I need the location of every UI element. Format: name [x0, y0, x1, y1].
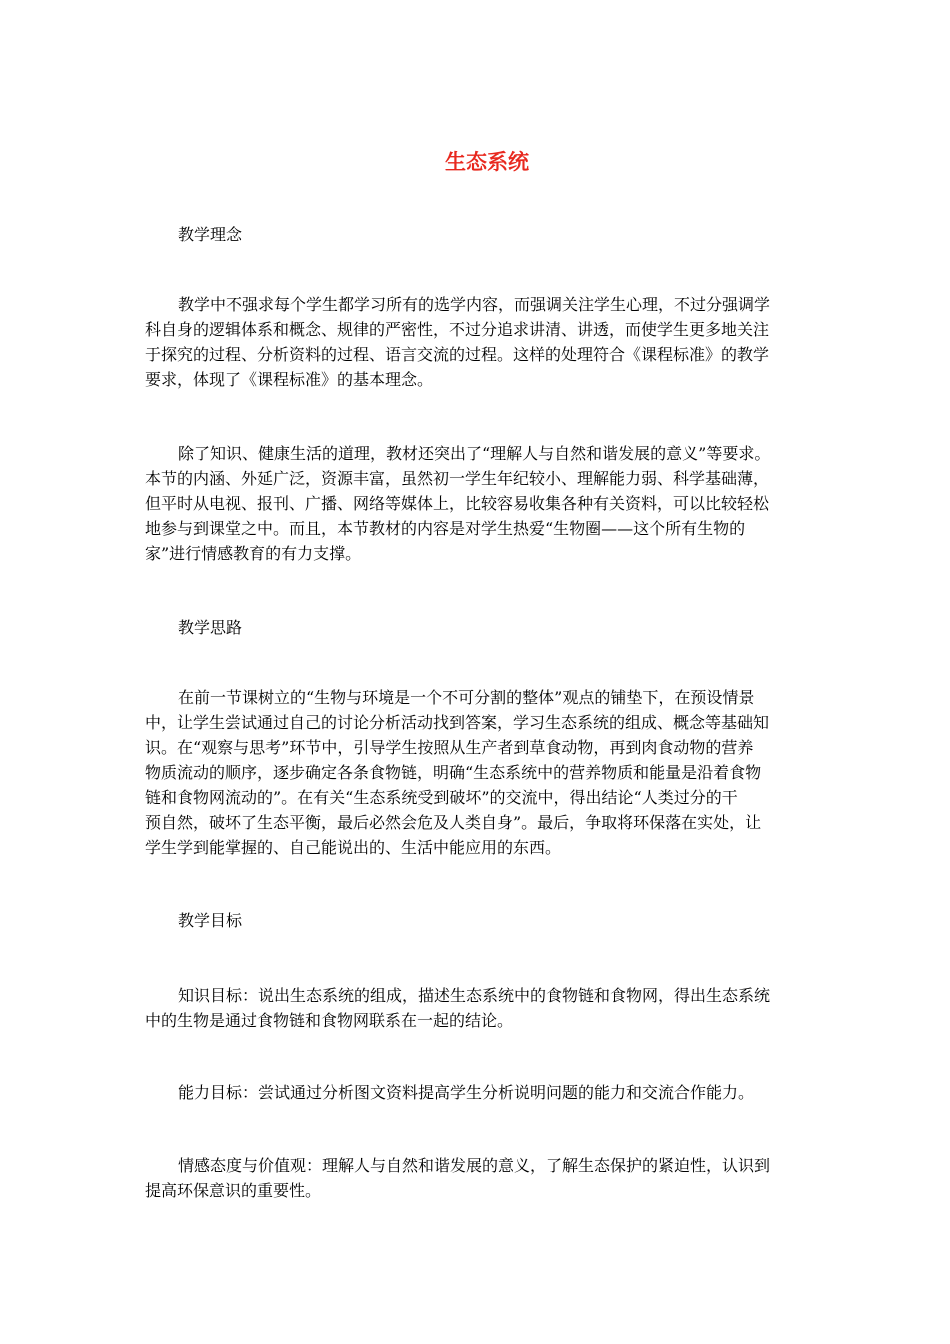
paragraph-line: 提高环保意识的重要性。: [145, 1181, 322, 1200]
section-heading-teaching-objectives: 教学目标: [178, 911, 243, 930]
paragraph-line: 预自然，破坏了生态平衡，最后必然会危及人类自身”。最后，争取将环保落在实处，让: [145, 813, 762, 832]
section-heading-teaching-philosophy: 教学理念: [178, 225, 243, 244]
paragraph-approach-1: [145, 685, 810, 860]
paragraph-line: 情感态度与价值观：理解人与自然和谐发展的意义，了解生态保护的紧迫性，认识到: [178, 1156, 771, 1175]
paragraph-line: 链和食物网流动的”。在有关“生态系统受到破坏”的交流中，得出结论“人类过分的干: [145, 788, 738, 807]
paragraph-line: 识。在“观察与思考”环节中，引导学生按照从生产者到草食动物，再到肉食动物的营养: [145, 738, 754, 757]
paragraph-line: 但平时从电视、报刊、广播、网络等媒体上，比较容易收集各种有关资料，可以比较轻松: [145, 494, 770, 513]
paragraph-philosophy-1: [145, 292, 810, 392]
paragraph-philosophy-2: [145, 441, 810, 566]
paragraph-line: 本节的内涵、外延广泛，资源丰富，虽然初一学生年纪较小、理解能力弱、科学基础薄，: [145, 469, 770, 488]
paragraph-line: 教学中不强求每个学生都学习所有的选学内容，而强调关注学生心理，不过分强调学: [178, 295, 771, 314]
paragraph-values-objective: [145, 1153, 810, 1203]
section-heading-teaching-approach: 教学思路: [178, 618, 243, 637]
paragraph-line: 知识目标：说出生态系统的组成，描述生态系统中的食物链和食物网，得出生态系统: [178, 986, 771, 1005]
paragraph-line: 中，让学生尝试通过自己的讨论分析活动找到答案，学习生态系统的组成、概念等基础知: [145, 713, 770, 732]
paragraph-line: 科自身的逻辑体系和概念、规律的严密性，不过分追求讲清、讲透，而使学生更多地关注: [145, 320, 770, 339]
paragraph-line: 于探究的过程、分析资料的过程、语言交流的过程。这样的处理符合《课程标准》的教学: [145, 345, 770, 364]
paragraph-line: 能力目标：尝试通过分析图文资料提高学生分析说明问题的能力和交流合作能力。: [178, 1083, 755, 1102]
paragraph-line: 物质流动的顺序，逐步确定各条食物链，明确“生态系统中的营养物质和能量是沿着食物: [145, 763, 762, 782]
paragraph-line: 家”进行情感教育的有力支撑。: [145, 544, 362, 563]
paragraph-line: 学生学到能掌握的、自己能说出的、生活中能应用的东西。: [145, 838, 562, 857]
paragraph-line: 在前一节课树立的“生物与环境是一个不可分割的整体”观点的铺垫下，在预设情景: [178, 688, 755, 707]
document-title: 生态系统: [445, 149, 529, 174]
paragraph-line: 要求，体现了《课程标准》的基本理念。: [145, 370, 434, 389]
paragraph-line: 中的生物是通过食物链和食物网联系在一起的结论。: [145, 1011, 514, 1030]
paragraph-ability-objective: [145, 1080, 810, 1105]
paragraph-knowledge-objective: [145, 983, 810, 1033]
paragraph-line: 除了知识、健康生活的道理，教材还突出了“理解人与自然和谐发展的意义”等要求。: [178, 444, 771, 463]
paragraph-line: 地参与到课堂之中。而且，本节教材的内容是对学生热爱“生物圈——这个所有生物的: [145, 519, 746, 538]
